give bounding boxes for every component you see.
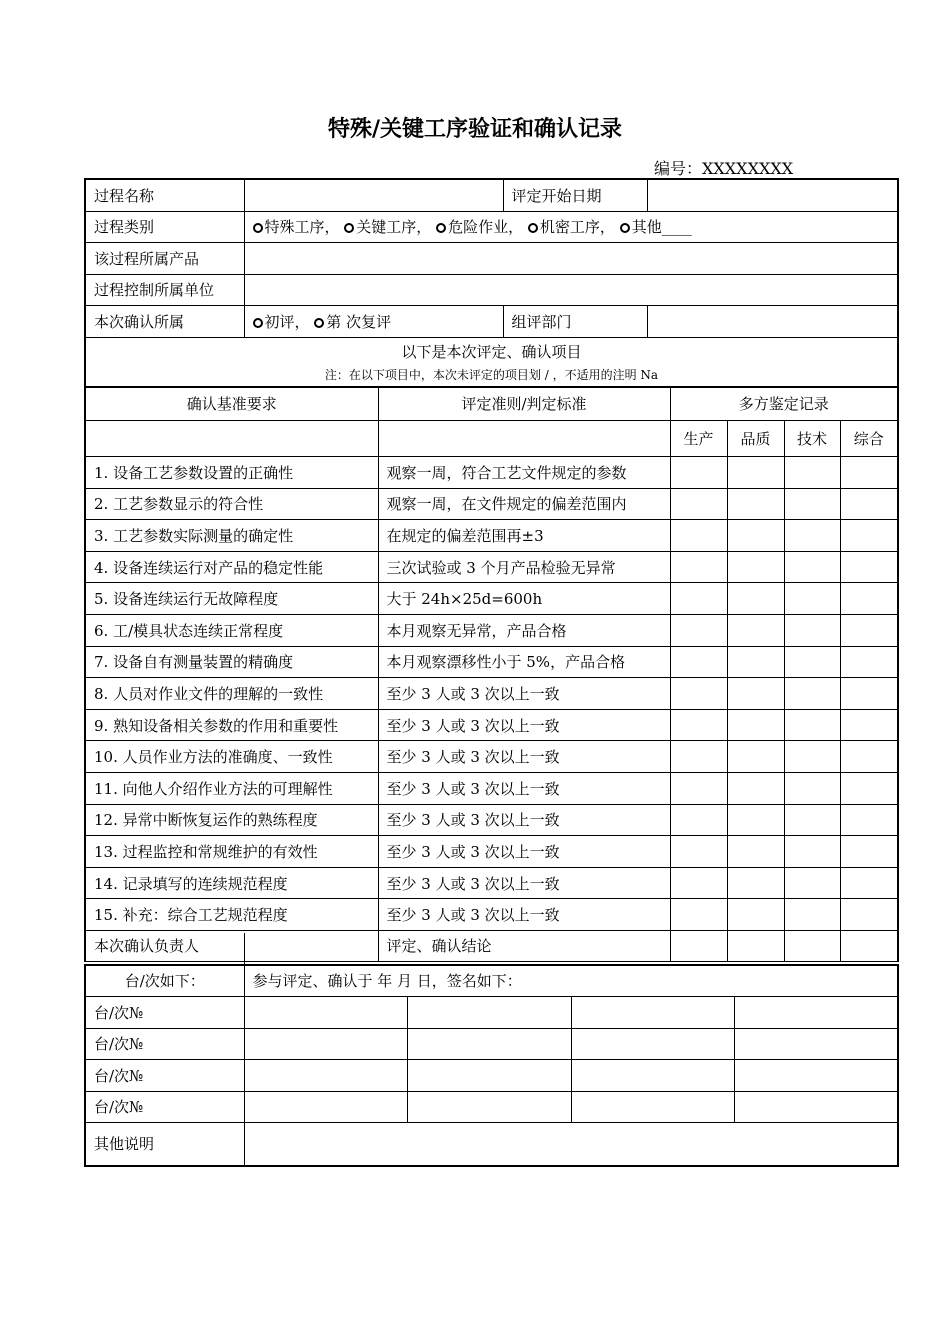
record-cell[interactable] [784,709,840,741]
item-criteria: 至少 3 人或 3 次以上一致 [378,836,670,868]
dept-field[interactable] [647,305,898,337]
table-row [85,899,898,931]
radio-icon[interactable] [344,223,354,233]
record-cell[interactable] [670,709,727,741]
record-cell[interactable] [670,457,727,489]
table-row [85,520,898,552]
start-date-label: 评定开始日期 [503,179,647,211]
item-basis: 7. 设备自有测量装置的精确度 [85,646,378,678]
record-cell[interactable] [727,867,784,899]
record-cell[interactable] [727,646,784,678]
table-row [85,804,898,836]
table-row [85,646,898,678]
item-criteria: 本月观察漂移性小于 5%，产品合格 [378,646,670,678]
sign-cell[interactable] [734,1091,898,1122]
radio-icon[interactable] [528,223,538,233]
record-cell[interactable] [784,772,840,804]
sign-cell[interactable] [244,996,407,1028]
record-cell[interactable] [727,930,784,961]
table-row [85,551,898,583]
record-cell[interactable] [840,614,898,646]
radio-icon[interactable] [436,223,446,233]
item-basis: 9. 熟知设备相关参数的作用和重要性 [85,709,378,741]
col-record-header: 多方鉴定记录 [670,387,898,421]
record-cell[interactable] [727,772,784,804]
divider [244,933,245,964]
record-cell[interactable] [670,551,727,583]
record-cell[interactable] [670,646,727,678]
record-cell[interactable] [727,551,784,583]
sign-cell[interactable] [571,1028,734,1059]
unit-row-label: 台/次№ [85,1091,244,1122]
record-cell[interactable] [784,804,840,836]
sign-cell[interactable] [734,996,898,1028]
record-cell[interactable] [784,614,840,646]
record-cell[interactable] [670,867,727,899]
record-cell[interactable] [840,678,898,710]
record-cell[interactable] [784,741,840,773]
other-field[interactable] [244,1122,898,1166]
record-cell[interactable] [840,488,898,520]
unit-field[interactable] [244,274,898,305]
table-row [85,488,898,520]
option-dangerous: 危险作业， [448,218,524,236]
record-cell[interactable] [727,709,784,741]
record-cell[interactable] [727,836,784,868]
record-cell[interactable] [784,836,840,868]
item-criteria: 至少 3 人或 3 次以上一致 [378,867,670,899]
record-cell[interactable] [840,899,898,931]
item-basis: 8. 人员对作业文件的理解的一致性 [85,678,378,710]
col-basis-header: 确认基准要求 [85,387,378,421]
record-cell[interactable] [840,836,898,868]
record-cell[interactable] [840,741,898,773]
process-type-label: 过程类别 [85,211,244,242]
record-cell[interactable] [784,930,840,961]
record-cell[interactable] [670,583,727,615]
option-other: 其他____ [631,218,692,236]
radio-icon[interactable] [314,318,324,328]
start-date-field[interactable] [647,179,898,211]
option-review: 第 次复评 [326,312,392,331]
record-cell[interactable] [670,741,727,773]
item-basis: 1. 设备工艺参数设置的正确性 [85,457,378,489]
item-criteria: 至少 3 人或 3 次以上一致 [378,678,670,710]
record-cell[interactable] [670,772,727,804]
item-basis: 13. 过程监控和常规维护的有效性 [85,836,378,868]
record-cell[interactable] [670,614,727,646]
confirm-type-options [244,305,503,337]
item-basis: 6. 工/模具状态连续正常程度 [85,614,378,646]
record-cell[interactable] [784,551,840,583]
product-label: 该过程所属产品 [85,242,244,274]
record-cell[interactable] [670,930,727,961]
sign-cell[interactable] [407,1028,571,1059]
table-row [85,709,898,741]
sign-cell[interactable] [407,996,571,1028]
item-basis: 10. 人员作业方法的准确度、一致性 [85,741,378,773]
header-section [84,178,899,388]
blank-cell [85,421,378,457]
item-basis: 5. 设备连续运行无故障程度 [85,583,378,615]
item-basis: 14. 记录填写的连续规范程度 [85,867,378,899]
sign-cell[interactable] [571,1091,734,1122]
record-cell[interactable] [784,457,840,489]
table-row [85,836,898,868]
record-cell[interactable] [840,804,898,836]
process-type-options [244,211,898,242]
items-intro [85,337,898,387]
sign-cell[interactable] [407,1091,571,1122]
table-row [85,867,898,899]
record-cell[interactable] [784,646,840,678]
items-note: 注：在以下项目中，本次未评定的项目划 / ，不适用的注明 Na [324,368,659,382]
responsible-text: 本次确认负责人 [94,937,200,956]
sign-cell[interactable] [244,1028,407,1059]
record-cell[interactable] [840,709,898,741]
record-cell[interactable] [727,583,784,615]
item-criteria: 本月观察无异常，产品合格 [378,614,670,646]
record-cell[interactable] [670,836,727,868]
item-rows [85,457,898,931]
table-row [85,678,898,710]
table-row [85,741,898,773]
radio-icon[interactable] [253,223,263,233]
record-cell[interactable] [840,551,898,583]
blank-cell [378,421,670,457]
unit-row-label: 台/次№ [85,996,244,1028]
item-criteria: 至少 3 人或 3 次以上一致 [378,741,670,773]
item-basis: 12. 异常中断恢复运作的熟练程度 [85,804,378,836]
sign-cell[interactable] [734,1059,898,1091]
process-name-field[interactable] [244,179,503,211]
item-criteria: 至少 3 人或 3 次以上一致 [378,709,670,741]
item-criteria: 至少 3 人或 3 次以上一致 [378,899,670,931]
col-production: 生产 [670,421,727,457]
sign-section [84,964,899,1167]
radio-icon[interactable] [253,318,263,328]
items-section [84,386,899,962]
record-cell[interactable] [784,488,840,520]
item-basis: 3. 工艺参数实际测量的确定性 [85,520,378,552]
record-cell[interactable] [840,772,898,804]
units-label: 台/次如下： [85,965,244,996]
sign-cell[interactable] [571,996,734,1028]
item-criteria: 在规定的偏差范围再±3 [378,520,670,552]
record-cell[interactable] [727,614,784,646]
option-key: 关键工序， [356,218,432,236]
record-cell[interactable] [840,930,898,961]
record-cell[interactable] [727,741,784,773]
record-cell[interactable] [840,646,898,678]
unit-row-label: 台/次№ [85,1028,244,1059]
sign-cell[interactable] [244,1091,407,1122]
process-name-label: 过程名称 [85,179,244,211]
record-cell[interactable] [784,520,840,552]
record-cell[interactable] [840,520,898,552]
option-initial: 初评， [264,312,310,331]
table-row [85,614,898,646]
record-cell[interactable] [670,899,727,931]
col-technical: 技术 [784,421,840,457]
record-cell[interactable] [670,520,727,552]
table-row [85,772,898,804]
record-cell[interactable] [727,804,784,836]
record-cell[interactable] [727,488,784,520]
item-basis: 15. 补充：综合工艺规范程度 [85,899,378,931]
conclusion-label: 评定、确认结论 [378,930,670,961]
option-confidential: 机密工序， [539,218,615,236]
item-basis: 2. 工艺参数显示的符合性 [85,488,378,520]
table-row [85,583,898,615]
record-cell[interactable] [840,457,898,489]
sign-cell[interactable] [734,1028,898,1059]
col-criteria-header: 评定准则/判定标准 [378,387,670,421]
unit-row-label: 台/次№ [85,1059,244,1091]
responsible-label [85,930,378,961]
record-cell[interactable] [727,520,784,552]
dept-label: 组评部门 [503,305,647,337]
sign-cell[interactable] [407,1059,571,1091]
item-criteria: 三次试验或 3 个月产品检验无异常 [378,551,670,583]
item-criteria: 观察一周，符合工艺文件规定的参数 [378,457,670,489]
record-cell[interactable] [670,678,727,710]
sign-cell[interactable] [571,1059,734,1091]
record-cell[interactable] [784,583,840,615]
record-cell[interactable] [784,678,840,710]
sign-cell[interactable] [244,1059,407,1091]
item-basis: 11. 向他人介绍作业方法的可理解性 [85,772,378,804]
record-cell[interactable] [784,899,840,931]
item-criteria: 大于 24h×25d=600h [378,583,670,615]
item-criteria: 至少 3 人或 3 次以上一致 [378,772,670,804]
unit-label: 过程控制所属单位 [85,274,244,305]
other-label: 其他说明 [85,1122,244,1166]
record-cell[interactable] [784,867,840,899]
items-heading: 以下是本次评定、确认项目 [401,343,582,361]
product-field[interactable] [244,242,898,274]
record-cell[interactable] [840,583,898,615]
page-title: 特殊/关键工序验证和确认记录 [327,117,623,142]
sign-label: 参与评定、确认于 年 月 日，签名如下： [244,965,898,996]
radio-icon[interactable] [620,223,630,233]
confirm-type-label: 本次确认所属 [85,305,244,337]
option-special: 特殊工序， [264,218,340,236]
record-cell[interactable] [727,678,784,710]
item-basis: 4. 设备连续运行对产品的稳定性能 [85,551,378,583]
record-cell[interactable] [670,488,727,520]
document-code: 编号：XXXXXXXX [654,159,794,178]
record-cell[interactable] [670,804,727,836]
col-overall: 综合 [840,421,898,457]
record-cell[interactable] [727,457,784,489]
record-cell[interactable] [727,899,784,931]
record-cell[interactable] [840,867,898,899]
item-criteria: 观察一周，在文件规定的偏差范围内 [378,488,670,520]
col-quality: 品质 [727,421,784,457]
item-criteria: 至少 3 人或 3 次以上一致 [378,804,670,836]
table-row [85,457,898,489]
